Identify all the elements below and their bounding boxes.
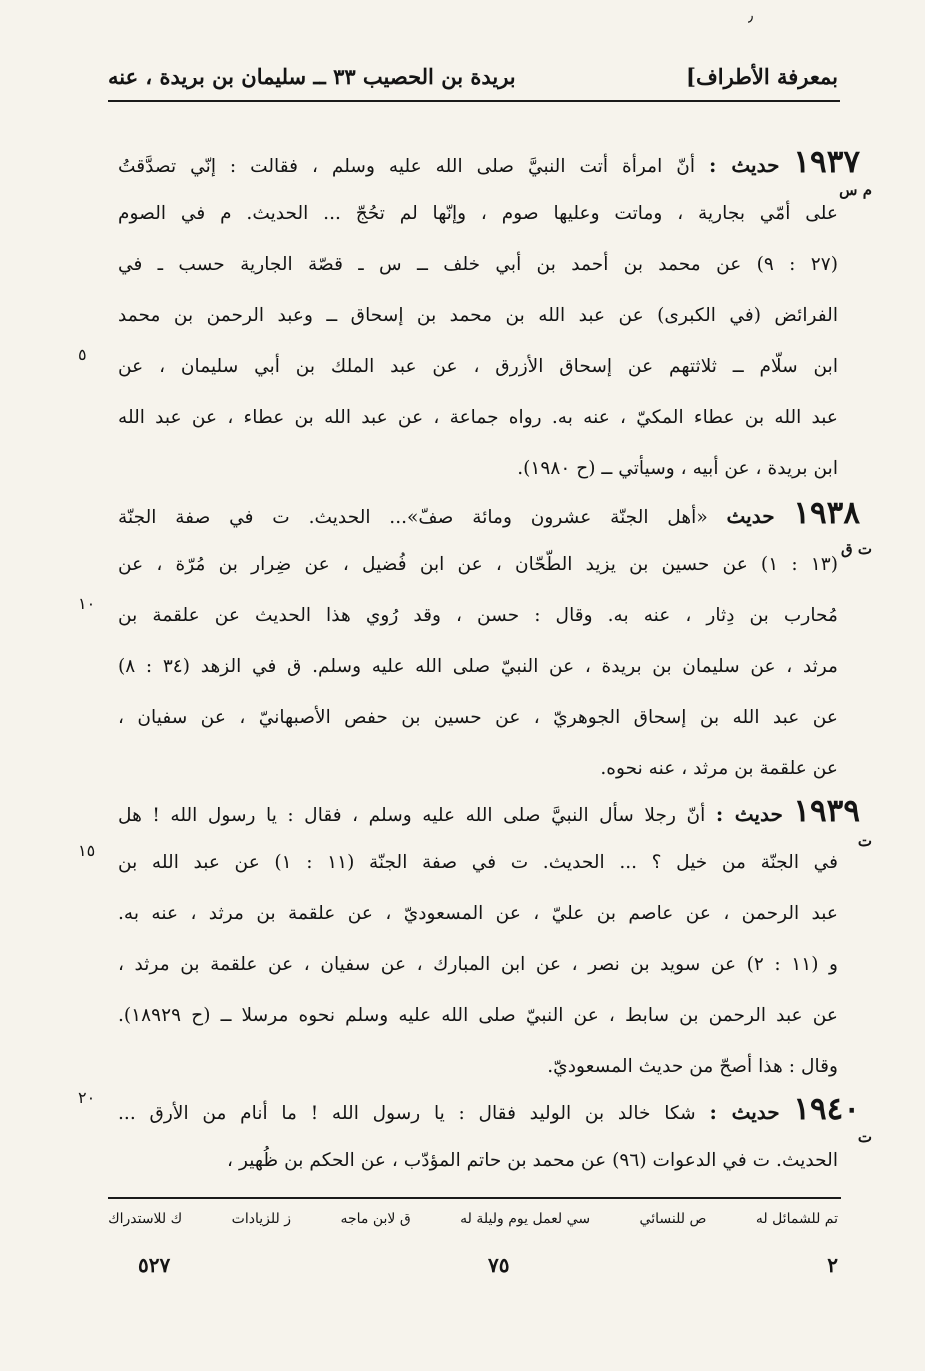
entry-number: ١٩٣٨	[793, 495, 860, 531]
header-right: بمعرفة الأطراف]	[686, 63, 838, 89]
entry-first-line	[78, 786, 860, 837]
legend-item: ص للنسائي	[639, 1211, 707, 1227]
line-text: عن علقمة بن مرثد ، عنه نحوه.	[600, 758, 838, 779]
line-text: على أمّي بجارية ، وماتت وعليها صوم ، وإنّها لم تحُجّ ... الحديث. م في الصوم	[118, 203, 838, 224]
entry-number: ١٩٣٩	[793, 793, 860, 829]
entry-text-line	[78, 290, 860, 341]
header-left: بريدة بن الحصيب ٣٣ ــ سليمان بن بريدة ، عنه	[108, 63, 516, 89]
line-number-marker: ٥	[78, 345, 87, 364]
line-text: ابن سلّام ــ ثلاثتهم عن إسحاق الأزرق ، عن عبد الملك بن أبي سليمان ، عن	[118, 356, 838, 377]
volume-number: ٢	[827, 1253, 838, 1277]
entry-text-line	[78, 239, 860, 290]
entry-text-line	[78, 443, 860, 494]
line-text: (٢٧ : ٩) عن محمد بن أحمد بن أبي خلف ــ س ـ قصّة الجارية حسب ـ في	[118, 254, 838, 275]
entry-text-line	[78, 590, 860, 641]
entry-number: ١٩٣٧	[793, 144, 861, 180]
entry-text-line	[78, 990, 860, 1041]
line-text: عن عبد الله بن إسحاق الجوهريّ ، عن حسين بن حفص الأصبهانيّ ، عن سفيان ،	[118, 707, 838, 728]
entry-keyword: حديث :	[709, 1100, 780, 1124]
entry-text-line	[78, 641, 860, 692]
legend-item: ز للزيادات	[231, 1211, 291, 1227]
page-numbers	[138, 1250, 838, 1280]
line-text: عبد الله بن عطاء المكيّ ، عنه به. رواه جماعة ، عن عبد الله بن عطاء ، عن عبد الله	[118, 407, 838, 428]
sigla-marker: ت	[857, 832, 872, 850]
entry-text-line: أنّ رجلا سأل النبيَّ صلى الله عليه وسلم ، فقال : يا رسول الله ! هل	[118, 805, 706, 826]
line-number-marker: ١٥	[78, 841, 96, 860]
legend-item: سي لعمل يوم وليلة له	[460, 1211, 591, 1227]
line-number-marker: ٢٠	[78, 1088, 96, 1107]
sigla-marker: ت ق	[841, 540, 872, 558]
legend-item: تم للشمائل له	[755, 1211, 838, 1227]
footer-rule	[108, 1197, 841, 1199]
line-text: في الجنّة من خيل ؟ ... الحديث. ت في صفة الجنّة (١١ : ١) عن عبد الله بن	[118, 852, 838, 873]
entry-text-line	[78, 888, 860, 939]
line-text: الفرائض (في الكبرى) عن عبد الله بن محمد بن إسحاق ــ وعبد الرحمن بن محمد	[118, 305, 838, 326]
line-text: مرثد ، عن سليمان بن بريدة ، عن النبيّ صلى الله عليه وسلم. ق في الزهد (٣٤ : ٨)	[118, 656, 838, 677]
sigla-marker: ت	[857, 1128, 872, 1146]
hadith-entry-1940	[78, 1084, 872, 1186]
legend-item: ق لابن ماجه	[340, 1211, 411, 1227]
entry-text-line	[78, 832, 872, 888]
line-text: مُحارب بن دِثار ، عنه به. وقال : حسن ، وقد رُوي هذا الحديث عن علقمة بن	[118, 605, 838, 626]
entry-text-line	[78, 539, 872, 590]
ink-speck: ٫	[748, 6, 754, 25]
entry-text-line	[78, 181, 872, 239]
entry-text-line: «أهل الجنّة عشرون ومائة صفّ»... الحديث. ت في صفة الجنّة	[118, 507, 708, 528]
line-text: وقال : هذا أصحّ من حديث المسعوديّ.	[547, 1056, 838, 1077]
entry-text-line: أنّ امرأة أتت النبيَّ صلى الله عليه وسلم ، فقالت : إنّي تصدَّقتُ	[118, 156, 696, 177]
entry-text-line	[78, 692, 860, 743]
entry-text-line	[78, 939, 860, 990]
entry-text-line	[78, 341, 860, 392]
sigla-marker: م س	[839, 181, 872, 199]
entry-first-line	[78, 1084, 860, 1135]
entry-first-line	[78, 488, 860, 539]
entry-text-line	[78, 1128, 872, 1186]
line-text: ابن بريدة ، عن أبيه ، وسيأتي ــ (ح ١٩٨٠).	[517, 458, 838, 479]
header-rule	[108, 100, 840, 102]
line-text: (١٣ : ١) عن حسين بن يزيد الطّحّان ، عن ابن فُضيل ، عن ضِرار بن مُرّة ، عن	[118, 554, 839, 575]
sigla-legend	[108, 1202, 838, 1236]
hadith-entry-1938	[78, 488, 872, 794]
entry-keyword: حديث :	[715, 802, 783, 826]
sequence-number: ٥٢٧	[138, 1253, 171, 1277]
legend-item: ك للاستدراك	[108, 1211, 183, 1227]
line-text: و (١١ : ٢) عن سويد بن نصر ، عن ابن المبارك ، عن سفيان ، عن علقمة بن مرثد ،	[118, 954, 838, 975]
line-text: عن عبد الرحمن بن سابط ، عن النبيّ صلى الله عليه وسلم نحوه مرسلا ــ (ح ١٨٩٢٩).	[118, 1005, 838, 1026]
entry-number: ١٩٤٠	[793, 1091, 860, 1127]
entry-keyword: حديث :	[709, 153, 780, 177]
hadith-entry-1939	[78, 786, 872, 1092]
entry-text-line	[78, 392, 860, 443]
entry-first-line	[78, 137, 860, 188]
line-number-marker: ١٠	[78, 594, 96, 613]
page-number: ٧٥	[488, 1253, 510, 1277]
entry-keyword: حديث	[726, 504, 775, 528]
hadith-entry-1937	[78, 137, 872, 494]
line-text: عبد الرحمن ، عن عاصم بن عليّ ، عن المسعوديّ ، عن علقمة بن مرثد ، عنه به.	[118, 903, 838, 924]
running-header	[108, 55, 838, 97]
entry-text-line: شكا خالد بن الوليد فقال : يا رسول الله ! ما أنام من الأرق ...	[118, 1103, 696, 1124]
line-text: الحديث. ت في الدعوات (٩٦) عن محمد بن حاتم المؤدّب ، عن الحكم بن ظُهير ،	[227, 1150, 838, 1171]
